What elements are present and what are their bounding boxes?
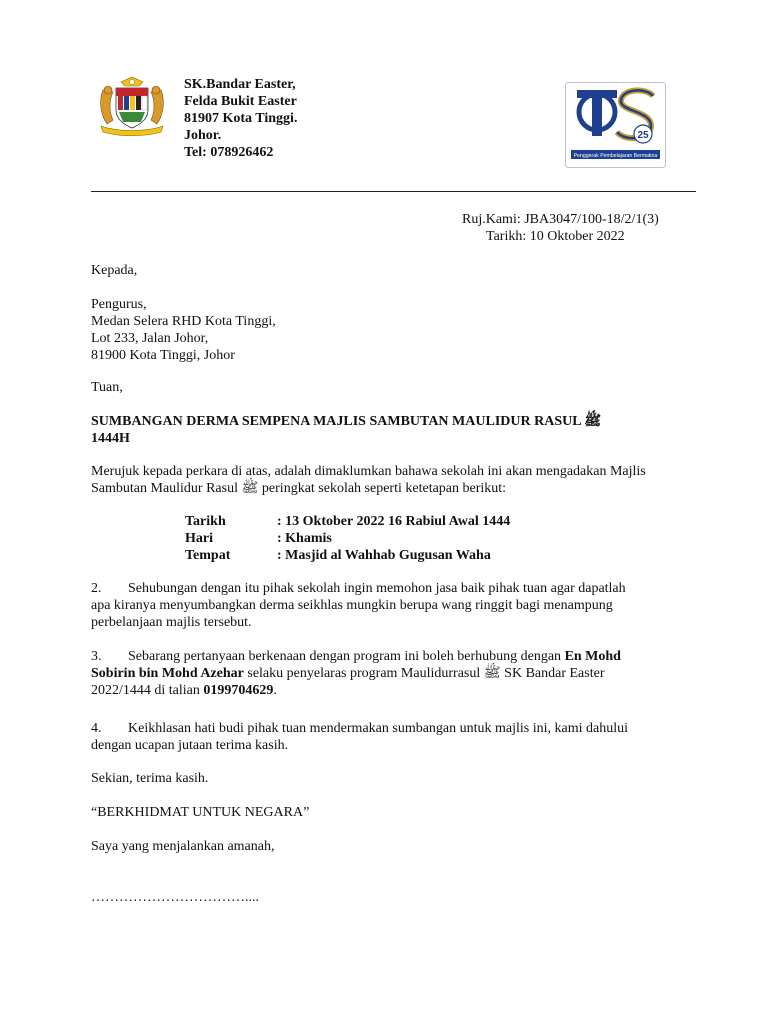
address-line: Tel: 078926462 [184,145,274,160]
recipient-line: Pengurus, [91,297,147,312]
detail-label: Tempat [185,548,231,563]
closing-motto: “BERKHIDMAT UNTUK NEGARA” [91,805,310,820]
subject-line: SUMBANGAN DERMA SEMPENA MAJLIS SAMBUTAN MAULIDUR RASUL ﷺ [91,414,602,429]
closing-thanks: Sekian, terima kasih. [91,771,209,786]
greeting: Tuan, [91,380,123,395]
paragraph-text: selaku penyelaras program Maulidurrasul ﷺ SK Bandar Easter [243,666,605,681]
intro-line: Merujuk kepada perkara di atas, adalah dimaklumkan bahawa sekolah ini akan mengadakan Majlis [91,464,646,479]
contact-name: Sobirin bin Mohd Azehar [91,666,244,681]
intro-paragraph [91,463,691,497]
address-line: SK.Bandar Easter, [184,77,296,92]
subject-heading [91,413,691,447]
salutation-to: Kepada, [91,263,138,278]
address-line: Felda Bukit Easter [184,94,297,109]
letter-date: Tarikh: 10 Oktober 2022 [486,229,625,244]
paragraph-text: 2022/1444 di talian [91,683,204,698]
recipient-address [91,296,691,364]
detail-value: : 13 Oktober 2022 16 Rabiul Awal 1444 [277,514,511,529]
paragraph-text: perbelanjaan majlis tersebut. [91,615,252,630]
detail-row-tempat [185,547,491,564]
paragraph-2 [91,580,691,631]
closing-trust: Saya yang menjalankan amanah, [91,839,275,854]
logo-caption: Penggerak Pembelajaran Bermakna [573,153,658,159]
paragraph-text: dengan ucapan jutaan terima kasih. [91,738,289,753]
contact-phone: 0199704629 [203,683,274,698]
paragraph-4 [91,720,691,754]
paragraph-text: Sebarang pertanyaan berkenaan dengan program ini boleh berhubung dengan [128,649,565,664]
logo-number: 25 [637,130,649,141]
header-divider [91,191,696,192]
recipient-line: Lot 233, Jalan Johor, [91,331,209,346]
detail-label: Tarikh [185,514,226,529]
subject-line: 1444H [91,431,130,446]
recipient-line: Medan Selera RHD Kota Tinggi, [91,314,276,329]
detail-row-tarikh [185,513,510,530]
address-line: 81907 Kota Tinggi. [184,111,298,126]
address-line: Johor. [184,128,222,143]
paragraph-number: 4. [91,721,102,736]
paragraph-number: 3. [91,649,102,664]
paragraph-3 [91,648,691,699]
recipient-line: 81900 Kota Tinggi, Johor [91,348,235,363]
contact-name: En Mohd [564,649,621,664]
detail-value: : Masjid al Wahhab Gugusan Waha [277,548,491,563]
school-address [184,76,297,161]
paragraph-text: Sehubungan dengan itu pihak sekolah ingin memohon jasa baik pihak tuan agar dapatlah [128,581,626,596]
detail-label: Hari [185,531,213,546]
paragraph-number: 2. [91,581,102,596]
paragraph-text: Keikhlasan hati budi pihak tuan mendermakan sumbangan untuk majlis ini, kami dahului [128,721,629,736]
paragraph-text: apa kiranya menyumbangkan derma seikhlas mungkin berupa wang ringgit bagi menampung [91,598,613,613]
reference-number: Ruj.Kami: JBA3047/100-18/2/1(3) [462,212,659,227]
ts25-logo-icon [565,82,666,168]
signature-line: …………………………….... [91,890,259,905]
intro-line: Sambutan Maulidur Rasul ﷺ peringkat sekolah seperti ketetapan berikut: [91,481,507,496]
coat-of-arms-icon [97,76,167,138]
paragraph-text: . [273,683,277,698]
detail-value: : Khamis [277,531,332,546]
detail-row-hari [185,530,332,547]
